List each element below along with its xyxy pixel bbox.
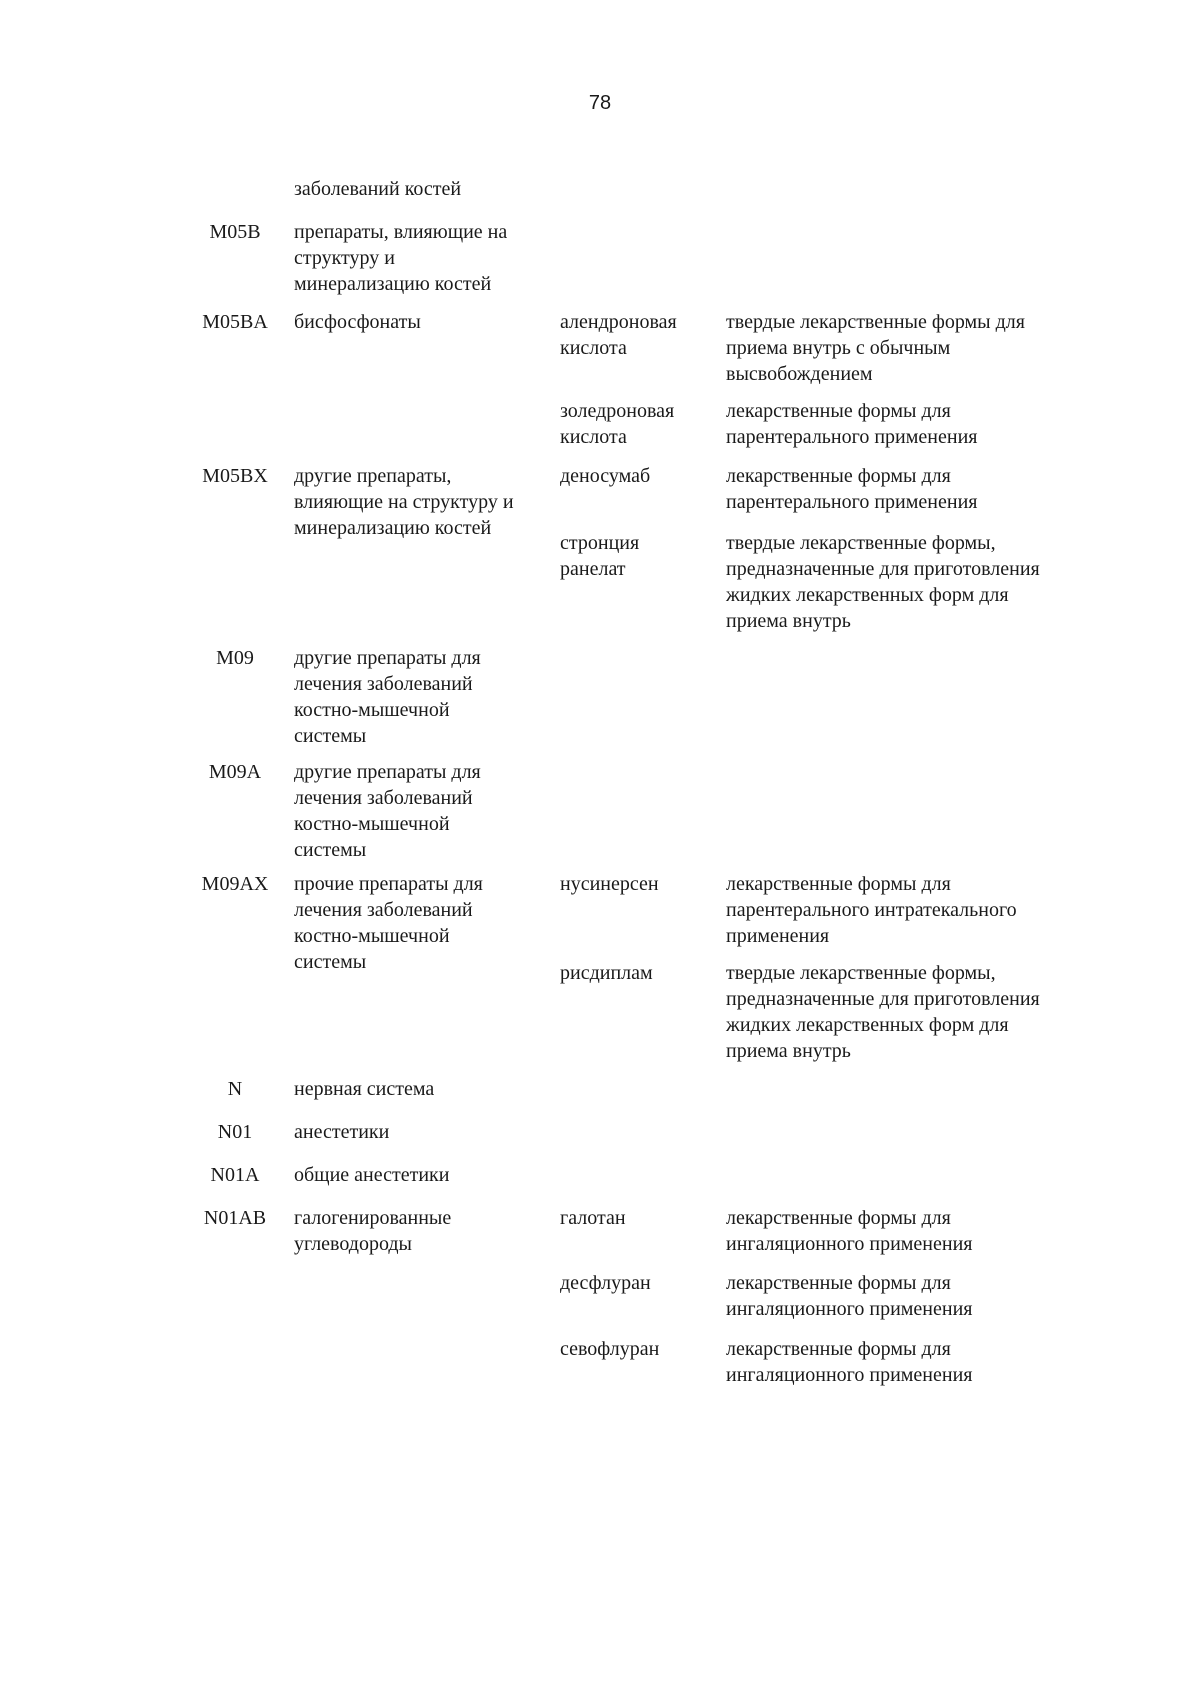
- atc-code: N: [227, 1078, 243, 1100]
- group-name: другие препараты для лечения заболеваний костно-мышечной системы: [294, 647, 481, 747]
- group-name: галогенированные углеводороды: [294, 1207, 452, 1255]
- atc-code: M09A: [208, 761, 262, 783]
- group-name: другие препараты для лечения заболеваний костно-мышечной системы: [294, 761, 481, 861]
- atc-code: M05BX: [202, 465, 268, 487]
- dosage-form: твердые лекарственные формы, предназначенные для приготовления жидких лекарственных форм для приема внутрь: [726, 532, 1040, 632]
- drug-name: нусинерсен: [560, 873, 659, 895]
- group-name: препараты, влияющие на структуру и минерализацию костей: [294, 221, 508, 295]
- dosage-form: лекарственные формы для парентерального применения: [726, 400, 978, 448]
- atc-code: M09AX: [201, 873, 269, 895]
- atc-code: M05BA: [202, 311, 268, 333]
- atc-code: N01: [217, 1121, 253, 1143]
- group-name: общие анестетики: [294, 1164, 450, 1186]
- dosage-form: лекарственные формы для ингаляционного применения: [726, 1207, 973, 1255]
- drug-name: галотан: [560, 1207, 626, 1229]
- group-name: заболеваний костей: [294, 178, 462, 200]
- dosage-form: лекарственные формы для парентерального применения: [726, 465, 978, 513]
- group-name: прочие препараты для лечения заболеваний костно-мышечной системы: [294, 873, 483, 973]
- group-name: нервная система: [294, 1078, 435, 1100]
- group-name: анестетики: [294, 1121, 390, 1143]
- drug-name: десфлуран: [560, 1272, 651, 1294]
- dosage-form: лекарственные формы для ингаляционного применения: [726, 1272, 973, 1320]
- drug-name: золедроновая кислота: [560, 400, 675, 448]
- dosage-form: лекарственные формы для ингаляционного применения: [726, 1338, 973, 1386]
- atc-code: M09: [216, 647, 254, 669]
- drug-name: алендроновая кислота: [560, 311, 677, 359]
- dosage-form: лекарственные формы для парентерального интратекального применения: [726, 873, 1017, 947]
- group-name: другие препараты, влияющие на структуру и минерализацию костей: [294, 465, 514, 539]
- drug-name: стронция ранелат: [560, 532, 640, 580]
- dosage-form: твердые лекарственные формы, предназначенные для приготовления жидких лекарственных форм для приема внутрь: [726, 962, 1040, 1062]
- drug-name: деносумаб: [560, 465, 651, 487]
- page-number: 78: [588, 92, 612, 114]
- drug-name: рисдиплам: [560, 962, 653, 984]
- atc-code: N01A: [210, 1164, 260, 1186]
- group-name: бисфосфонаты: [294, 311, 421, 333]
- atc-code: N01AB: [203, 1207, 267, 1229]
- drug-name: севофлуран: [560, 1338, 660, 1360]
- dosage-form: твердые лекарственные формы для приема внутрь с обычным высвобождением: [726, 311, 1025, 385]
- atc-code: M05B: [209, 221, 261, 243]
